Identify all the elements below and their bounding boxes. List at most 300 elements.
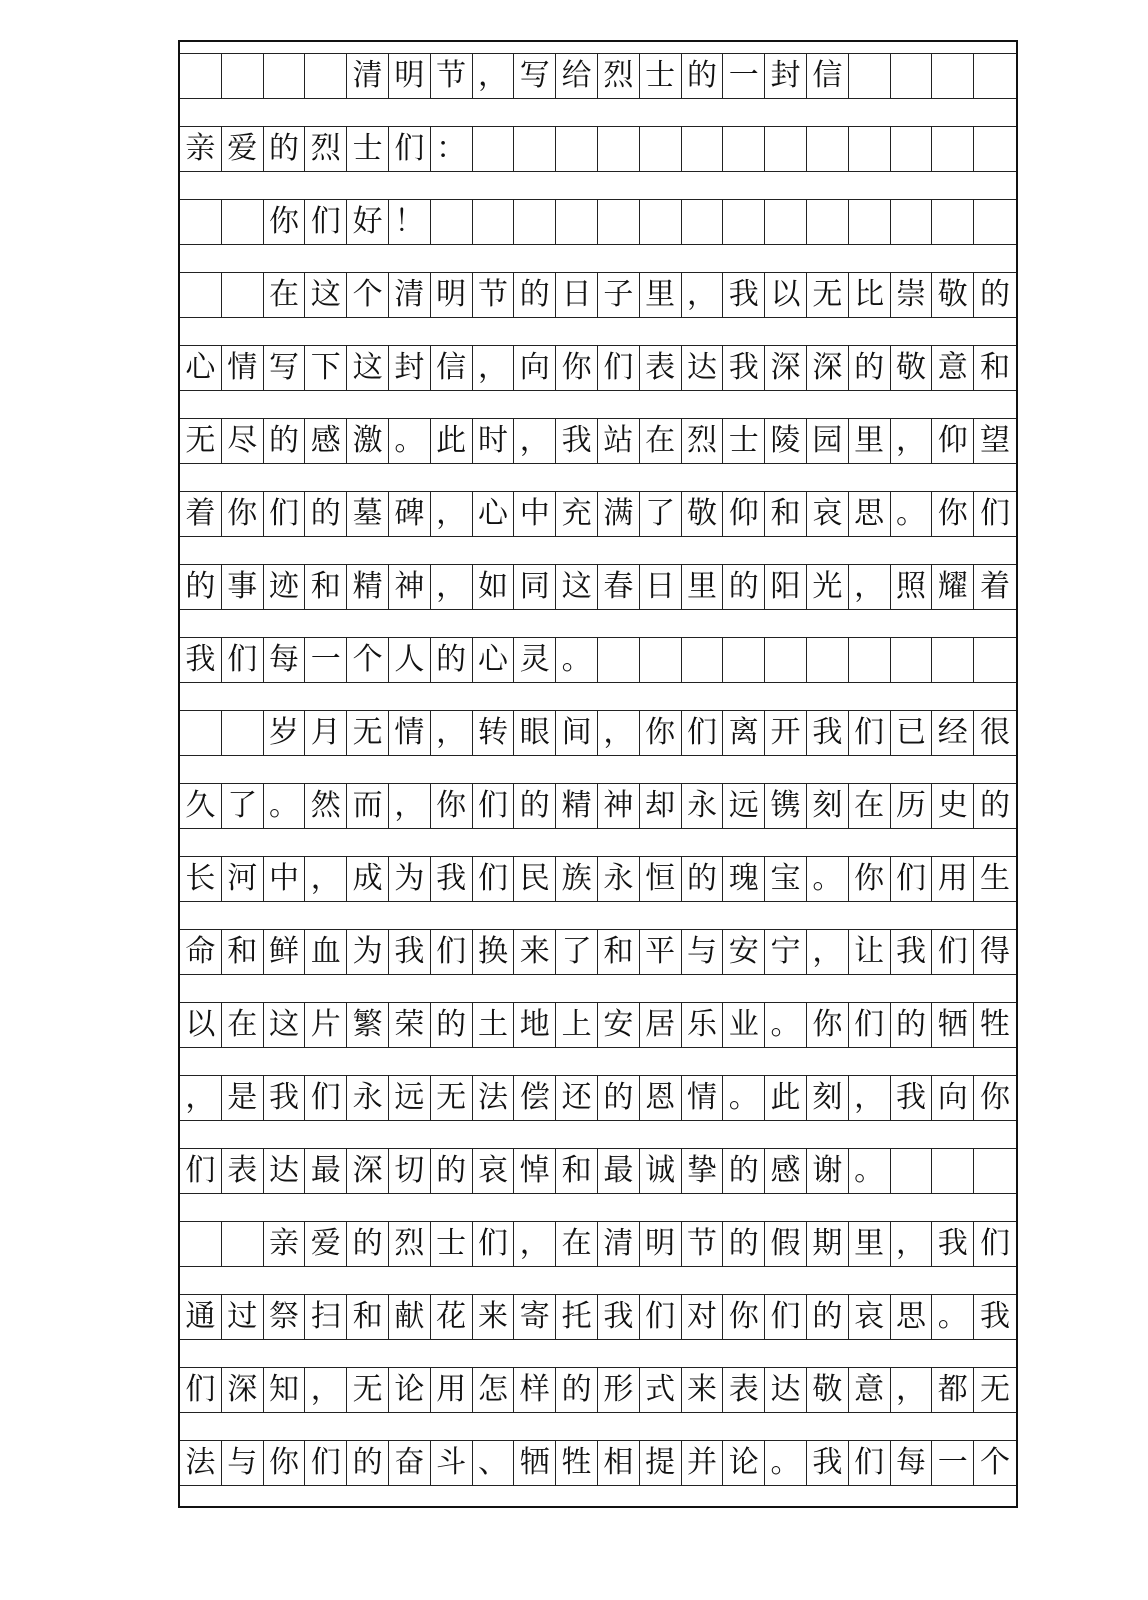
grid-row [180, 1440, 1016, 1486]
grid-cell: 开 [765, 711, 807, 755]
grid-cell: 。 [264, 784, 306, 828]
grid-cell: 形 [598, 1368, 640, 1412]
grid-cell [723, 638, 765, 682]
grid-cell: 春 [598, 565, 640, 609]
grid-cell: 鲜 [264, 930, 306, 974]
grid-cell: 士 [723, 419, 765, 463]
grid-cell: ！ [389, 200, 431, 244]
grid-cell: 的 [347, 1441, 389, 1485]
grid-cell: 片 [305, 1003, 347, 1047]
grid-row [180, 783, 1016, 829]
grid-cell [765, 200, 807, 244]
grid-cell: 明 [389, 54, 431, 98]
grid-cell: 日 [640, 565, 682, 609]
grid-cell: 神 [598, 784, 640, 828]
grid-cell: 日 [556, 273, 598, 317]
grid-cell: 还 [556, 1076, 598, 1120]
grid-cell: 神 [389, 565, 431, 609]
grid-cell: 斗 [431, 1441, 473, 1485]
grid-cell: 感 [765, 1149, 807, 1193]
grid-cell: 我 [807, 1441, 849, 1485]
grid-cell: 偿 [514, 1076, 556, 1120]
grid-cell: 满 [598, 492, 640, 536]
grid-cell: 中 [264, 857, 306, 901]
grid-cell: 每 [264, 638, 306, 682]
grid-cell: ， [431, 492, 473, 536]
grid-cell: 却 [640, 784, 682, 828]
grid-cell [222, 711, 264, 755]
grid-cell: 这 [347, 346, 389, 390]
grid-cell: 期 [807, 1222, 849, 1266]
grid-cell [849, 54, 891, 98]
grid-cell: 血 [305, 930, 347, 974]
grid-paper [178, 40, 1018, 1508]
grid-cell: ， [305, 857, 347, 901]
grid-row [180, 1294, 1016, 1340]
grid-cell [974, 127, 1016, 171]
grid-cell: 的 [849, 346, 891, 390]
grid-cell: 们 [431, 930, 473, 974]
grid-cell: 们 [980, 496, 1011, 531]
grid-cell: 一 [305, 638, 347, 682]
grid-cell: 向 [932, 1076, 974, 1120]
grid-cell: 远 [723, 784, 765, 828]
grid-cell: 的 [431, 1003, 473, 1047]
grid-cell: 的 [980, 277, 1011, 312]
grid-cell: 表 [640, 346, 682, 390]
grid-cell: 的 [556, 1368, 598, 1412]
grid-cell [723, 127, 765, 171]
grid-cell: 转 [473, 711, 515, 755]
grid-cell: 们 [932, 930, 974, 974]
grid-cell [222, 1222, 264, 1266]
grid-cell: 我 [180, 638, 222, 682]
grid-cell: 迹 [264, 565, 306, 609]
grid-cell: 深 [347, 1149, 389, 1193]
grid-cell: 月 [305, 711, 347, 755]
grid-cell: 和 [305, 565, 347, 609]
grid-cell: 在 [222, 1003, 264, 1047]
grid-cell: 我 [723, 346, 765, 390]
grid-cell [723, 200, 765, 244]
grid-cell: 无 [980, 1372, 1011, 1407]
grid-cell: 达 [682, 346, 724, 390]
grid-cell: 们 [473, 1222, 515, 1266]
grid-row [180, 199, 1016, 245]
grid-cell: 安 [723, 930, 765, 974]
grid-cell: 们 [849, 1003, 891, 1047]
grid-cell: ， [514, 1222, 556, 1266]
grid-cell: 照 [891, 565, 933, 609]
grid-cell: 挚 [682, 1149, 724, 1193]
grid-cell: 这 [556, 565, 598, 609]
grid-cell: 久 [180, 784, 222, 828]
grid-cell: 心 [473, 638, 515, 682]
grid-cell: 着 [980, 569, 1011, 604]
grid-cell: 间 [556, 711, 598, 755]
grid-cell: 的 [264, 127, 306, 171]
grid-cell: 给 [556, 54, 598, 98]
grid-cell: 都 [932, 1368, 974, 1412]
grid-cell: 刻 [807, 1076, 849, 1120]
grid-cell: 们 [980, 1226, 1011, 1261]
grid-cell: 你 [723, 1295, 765, 1339]
grid-cell: 离 [723, 711, 765, 755]
grid-cell: 激 [347, 419, 389, 463]
grid-cell: 封 [389, 346, 431, 390]
grid-cell: 你 [264, 200, 306, 244]
grid-cell: 明 [431, 273, 473, 317]
grid-cell: 切 [389, 1149, 431, 1193]
grid-cell: 的 [264, 419, 306, 463]
grid-cell: 们 [305, 1076, 347, 1120]
grid-cell: 们 [849, 1441, 891, 1485]
grid-cell: 们 [473, 857, 515, 901]
grid-cell: 长 [180, 857, 222, 901]
grid-cell: 。 [807, 857, 849, 901]
grid-cell: ， [431, 565, 473, 609]
grid-cell: 永 [347, 1076, 389, 1120]
grid-cell: 深 [222, 1368, 264, 1412]
grid-cell: 灵 [514, 638, 556, 682]
grid-cell: 信 [431, 346, 473, 390]
grid-cell: 陵 [765, 419, 807, 463]
grid-cell: 们 [264, 492, 306, 536]
grid-cell: 站 [598, 419, 640, 463]
grid-cell: 我 [431, 857, 473, 901]
grid-cell: ， [849, 565, 891, 609]
grid-cell: 无 [347, 711, 389, 755]
grid-cell: 并 [682, 1441, 724, 1485]
grid-cell: 心 [180, 346, 222, 390]
grid-cell: 个 [980, 1445, 1011, 1480]
grid-cell: 样 [514, 1368, 556, 1412]
grid-cell: 牺 [932, 1003, 974, 1047]
grid-cell: 法 [473, 1076, 515, 1120]
grid-cell: 的 [723, 1222, 765, 1266]
grid-cell: 的 [682, 857, 724, 901]
grid-cell: 们 [180, 1149, 222, 1193]
grid-cell: 我 [264, 1076, 306, 1120]
grid-cell: 牲 [980, 1007, 1011, 1042]
grid-cell: 里 [849, 419, 891, 463]
grid-cell: 情 [389, 711, 431, 755]
grid-cell: ， [180, 1076, 222, 1120]
grid-cell: 士 [347, 127, 389, 171]
grid-cell: 亲 [180, 127, 222, 171]
grid-cell: 们 [180, 1368, 222, 1412]
grid-cell: 很 [980, 715, 1011, 750]
grid-cell: 写 [264, 346, 306, 390]
grid-cell: 我 [891, 1076, 933, 1120]
grid-cell: 精 [347, 565, 389, 609]
grid-cell: 你 [849, 857, 891, 901]
grid-cell: 安 [598, 1003, 640, 1047]
grid-cell [640, 127, 682, 171]
grid-cell: 瑰 [723, 857, 765, 901]
grid-cell: 这 [305, 273, 347, 317]
grid-cell: 怎 [473, 1368, 515, 1412]
grid-cell: 牲 [556, 1441, 598, 1485]
grid-cell: 清 [598, 1222, 640, 1266]
grid-cell: 写 [514, 54, 556, 98]
grid-cell: 你 [431, 784, 473, 828]
grid-cell: 岁 [264, 711, 306, 755]
grid-cell: 最 [598, 1149, 640, 1193]
grid-cell: 用 [932, 857, 974, 901]
grid-cell: 们 [305, 200, 347, 244]
grid-cell [180, 711, 222, 755]
grid-cell: 的 [431, 638, 473, 682]
grid-row [180, 418, 1016, 464]
grid-cell: 你 [222, 492, 264, 536]
grid-cell: 牺 [514, 1441, 556, 1485]
grid-row [180, 1367, 1016, 1413]
grid-cell: 我 [980, 1299, 1011, 1334]
grid-cell: 宁 [765, 930, 807, 974]
grid-cell: 扫 [305, 1295, 347, 1339]
grid-cell: 。 [891, 492, 933, 536]
grid-cell: 碑 [389, 492, 431, 536]
grid-cell: 你 [932, 492, 974, 536]
grid-cell: 了 [556, 930, 598, 974]
grid-cell [849, 127, 891, 171]
grid-cell: 我 [556, 419, 598, 463]
grid-cell: 士 [431, 1222, 473, 1266]
grid-cell: 的 [180, 565, 222, 609]
grid-cell: 哀 [849, 1295, 891, 1339]
grid-cell: 论 [389, 1368, 431, 1412]
grid-cell [222, 54, 264, 98]
grid-cell: 你 [264, 1441, 306, 1485]
grid-cell [640, 638, 682, 682]
grid-cell: 深 [765, 346, 807, 390]
grid-cell: 节 [431, 54, 473, 98]
grid-cell: 烈 [682, 419, 724, 463]
grid-cell: 成 [347, 857, 389, 901]
grid-cell: 尽 [222, 419, 264, 463]
grid-cell: 为 [389, 857, 431, 901]
grid-cell: 和 [598, 930, 640, 974]
grid-cell: 爱 [305, 1222, 347, 1266]
grid-cell: 精 [556, 784, 598, 828]
grid-cell: 节 [473, 273, 515, 317]
grid-cell: ， [891, 1368, 933, 1412]
grid-cell: 换 [473, 930, 515, 974]
grid-cell: ， [431, 711, 473, 755]
grid-row [180, 491, 1016, 537]
grid-cell: 烈 [389, 1222, 431, 1266]
grid-cell [640, 200, 682, 244]
grid-cell: 献 [389, 1295, 431, 1339]
grid-cell [974, 1149, 1016, 1193]
grid-cell [974, 200, 1016, 244]
grid-cell: 清 [347, 54, 389, 98]
grid-cell: 的 [598, 1076, 640, 1120]
grid-cell: ， [891, 419, 933, 463]
grid-cell: 和 [980, 350, 1011, 385]
grid-cell [849, 200, 891, 244]
grid-cell [180, 1222, 222, 1266]
grid-cell: 情 [682, 1076, 724, 1120]
grid-cell [891, 638, 933, 682]
grid-row [180, 1002, 1016, 1048]
grid-cell: 的 [305, 492, 347, 536]
grid-cell: 如 [473, 565, 515, 609]
grid-cell: 里 [640, 273, 682, 317]
grid-cell: 远 [389, 1076, 431, 1120]
grid-cell: 表 [222, 1149, 264, 1193]
grid-cell: 们 [765, 1295, 807, 1339]
grid-cell [807, 200, 849, 244]
grid-cell: ， [807, 930, 849, 974]
grid-cell: 人 [389, 638, 431, 682]
grid-cell: 清 [389, 273, 431, 317]
grid-cell: 乐 [682, 1003, 724, 1047]
grid-cell: 。 [723, 1076, 765, 1120]
grid-cell: 深 [807, 346, 849, 390]
grid-cell: 花 [431, 1295, 473, 1339]
grid-cell: 来 [682, 1368, 724, 1412]
grid-cell [682, 127, 724, 171]
grid-cell: 中 [514, 492, 556, 536]
grid-cell: 每 [891, 1441, 933, 1485]
grid-cell [305, 54, 347, 98]
grid-cell [891, 54, 933, 98]
grid-cell: 敬 [932, 273, 974, 317]
grid-cell: 时 [473, 419, 515, 463]
grid-cell: 你 [807, 1003, 849, 1047]
grid-cell [556, 200, 598, 244]
grid-cell: 过 [222, 1295, 264, 1339]
grid-cell: 恩 [640, 1076, 682, 1120]
grid-cell: 然 [305, 784, 347, 828]
grid-cell: 我 [723, 273, 765, 317]
grid-cell: 无 [347, 1368, 389, 1412]
grid-cell: 。 [389, 419, 431, 463]
grid-cell: 仰 [723, 492, 765, 536]
grid-cell: 节 [682, 1222, 724, 1266]
grid-cell: 向 [514, 346, 556, 390]
grid-cell: 恒 [640, 857, 682, 901]
grid-row [180, 345, 1016, 391]
grid-cell: 来 [514, 930, 556, 974]
grid-cell: 让 [849, 930, 891, 974]
grid-cell: 与 [222, 1441, 264, 1485]
grid-cell: 族 [556, 857, 598, 901]
grid-cell [514, 127, 556, 171]
grid-cell: 的 [980, 788, 1011, 823]
grid-cell: 们 [305, 1441, 347, 1485]
grid-cell: 的 [431, 1149, 473, 1193]
grid-cell: 一 [723, 54, 765, 98]
grid-cell [598, 200, 640, 244]
grid-cell: 信 [807, 54, 849, 98]
grid-row [180, 929, 1016, 975]
grid-row [180, 710, 1016, 756]
grid-cell: 、 [473, 1441, 515, 1485]
grid-cell: 比 [849, 273, 891, 317]
grid-cell: 们 [891, 857, 933, 901]
grid-row [180, 1148, 1016, 1194]
grid-cell: 永 [682, 784, 724, 828]
grid-cell: 寄 [514, 1295, 556, 1339]
grid-cell: 里 [849, 1222, 891, 1266]
grid-cell: 你 [556, 346, 598, 390]
grid-cell: 镌 [765, 784, 807, 828]
grid-cell [891, 200, 933, 244]
grid-cell: 经 [932, 711, 974, 755]
grid-cell: 的 [891, 1003, 933, 1047]
grid-cell: 刻 [807, 784, 849, 828]
grid-cell: 们 [473, 784, 515, 828]
grid-cell: 们 [598, 346, 640, 390]
grid-cell: ， [682, 273, 724, 317]
grid-cell: 悼 [514, 1149, 556, 1193]
grid-cell [932, 1149, 974, 1193]
grid-cell: 事 [222, 565, 264, 609]
grid-cell: 。 [849, 1149, 891, 1193]
grid-cell: 无 [807, 273, 849, 317]
grid-cell: 崇 [891, 273, 933, 317]
grid-cell: 居 [640, 1003, 682, 1047]
grid-cell: 业 [723, 1003, 765, 1047]
grid-cell: 们 [849, 711, 891, 755]
grid-row [180, 126, 1016, 172]
grid-cell: 式 [640, 1368, 682, 1412]
grid-cell: 宝 [765, 857, 807, 901]
grid-cell: 达 [264, 1149, 306, 1193]
grid-cell: 相 [598, 1441, 640, 1485]
grid-cell [807, 127, 849, 171]
grid-cell: 我 [389, 930, 431, 974]
grid-cell: 托 [556, 1295, 598, 1339]
grid-row [180, 1221, 1016, 1267]
grid-cell: 仰 [932, 419, 974, 463]
grid-cell: 和 [347, 1295, 389, 1339]
grid-cell: 爱 [222, 127, 264, 171]
grid-cell: ， [389, 784, 431, 828]
grid-cell: 最 [305, 1149, 347, 1193]
grid-cell: 史 [932, 784, 974, 828]
grid-cell: 河 [222, 857, 264, 901]
grid-cell: 此 [765, 1076, 807, 1120]
grid-cell: 生 [980, 861, 1011, 896]
grid-cell [222, 200, 264, 244]
grid-cell [598, 638, 640, 682]
grid-cell: 的 [723, 1149, 765, 1193]
grid-cell: 亲 [264, 1222, 306, 1266]
grid-cell [891, 1149, 933, 1193]
grid-cell: 们 [222, 638, 264, 682]
grid-cell: 土 [473, 1003, 515, 1047]
grid-cell: 你 [640, 711, 682, 755]
grid-cell: 们 [682, 711, 724, 755]
grid-cell: 我 [891, 930, 933, 974]
grid-cell: 在 [640, 419, 682, 463]
grid-cell: 奋 [389, 1441, 431, 1485]
grid-cell: 里 [682, 565, 724, 609]
grid-cell: 提 [640, 1441, 682, 1485]
grid-cell [765, 638, 807, 682]
grid-cell: 此 [431, 419, 473, 463]
grid-cell: 敬 [682, 492, 724, 536]
grid-cell: 们 [640, 1295, 682, 1339]
grid-cell: 哀 [807, 492, 849, 536]
grid-cell: 光 [807, 565, 849, 609]
grid-cell: 我 [807, 711, 849, 755]
grid-cell [556, 127, 598, 171]
